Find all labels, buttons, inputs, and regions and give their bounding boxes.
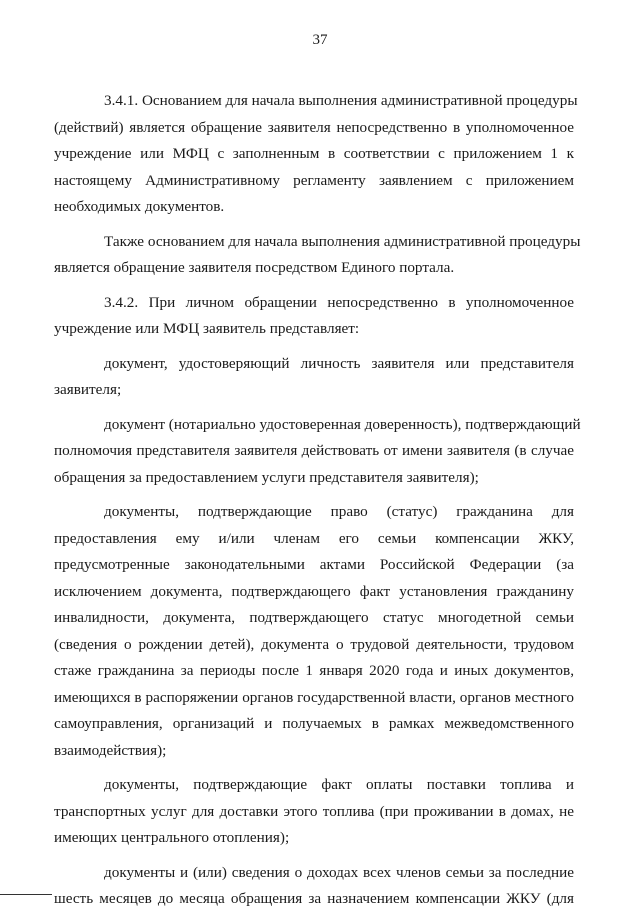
text-line: (действий) является обращение заявителя непосредственно в уполномоченное — [54, 118, 574, 136]
text-line: настоящему Административному регламенту заявлением с приложением — [54, 171, 574, 189]
text-line: учреждение или МФЦ с заполненным в соответствии с приложением 1 к — [54, 145, 574, 162]
text-line: документы, подтверждающие факт оплаты поставки топлива и — [104, 776, 574, 793]
text-line: транспортных услуг для доставки этого топлива (при проживании в домах, не — [54, 802, 574, 820]
text-line: 3.4.1. Основанием для начала выполнения административной процедуры — [104, 92, 578, 109]
text-line: является обращение заявителя посредством Единого портала. — [54, 259, 455, 276]
text-line: заявителя; — [54, 381, 122, 398]
text-line: документ, удостоверяющий личность заявителя или представителя — [104, 354, 574, 372]
text-line: имеющих центрального отопления); — [54, 829, 290, 846]
paragraph — [54, 290, 574, 343]
paragraph — [54, 351, 574, 404]
text-line: документ (нотариально удостоверенная доверенность), подтверждающий — [104, 415, 581, 433]
text-line: учреждение или МФЦ заявитель представляет: — [54, 320, 360, 337]
text-line: необходимых документов. — [54, 198, 225, 215]
text-line: Также основанием для начала выполнения административной процедуры — [104, 232, 581, 250]
paragraph — [54, 772, 574, 852]
text-line: предусмотренные законодательными актами Российской Федерации (за — [54, 556, 574, 573]
footer-rule — [0, 894, 52, 895]
text-line: документы, подтверждающие право (статус) гражданина для — [104, 503, 574, 520]
text-line: обращения за предоставлением услуги представителя заявителя); — [54, 468, 479, 486]
text-line: взаимодействия); — [54, 741, 167, 759]
text-line: предоставления ему и/или членам его семьи компенсации ЖКУ, — [54, 529, 574, 547]
text-line: шесть месяцев до месяца обращения за назначением компенсации ЖКУ (для — [54, 890, 574, 907]
paragraph — [54, 88, 578, 221]
paragraph — [54, 229, 581, 282]
text-line: самоуправления, организаций и получаемых в рамках межведомственного — [54, 715, 574, 732]
document-body — [54, 88, 581, 921]
text-line: исключением документа, подтверждающего факт установления гражданину — [54, 582, 574, 600]
text-line: имеющихся в распоряжении органов государственной власти, органов местного — [54, 688, 574, 706]
paragraph — [54, 499, 574, 764]
text-line: документы и (или) сведения о доходах всех членов семьи за последние — [104, 863, 574, 881]
page-number: 37 — [312, 32, 328, 48]
paragraph — [54, 860, 574, 913]
text-line: 3.4.2. При личном обращении непосредственно в уполномоченное — [104, 293, 574, 311]
text-line: полномочия представителя заявителя действовать от имени заявителя (в случае — [54, 442, 574, 459]
paragraph — [54, 412, 581, 492]
text-line: (сведения о рождении детей), документа о трудовой деятельности, трудовом — [54, 635, 574, 653]
text-line: стаже гражданина за периоды после 1 января 2020 года и иных документов, — [54, 662, 574, 679]
text-line: инвалидности, документа, подтверждающего статус многодетной семьи — [54, 609, 574, 626]
